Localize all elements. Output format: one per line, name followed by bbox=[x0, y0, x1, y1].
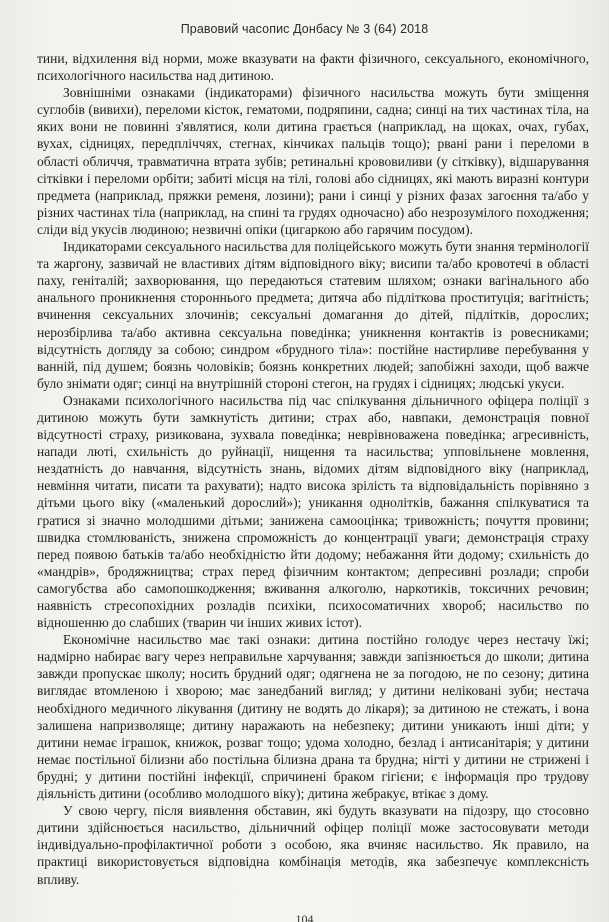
paragraph-physical-violence: Зовнішніми ознаками (індикаторами) фізичного насильства можуть бути зміщення суглобів (вивихи), переломи кісток, гематоми, подряпини, садна; синці на тих частинах тіла, на яких вони не повинні з'являтися, коли дитина грається (наприклад, на щоках, очах, губах, вухах, сідницях, передпліччях, стегнах, кінчиках пальців тощо); рвані рани і переломи в області обличчя, травматична втрата зубів; ретинальні крововиливи (у сітківку), відшарування сітківки і переломи орбіти; забиті місця на тілі, голові або сідницях, які мають виразні контури предмета (наприклад, пряжки ременя, лозини); рани і синці у різних фазах загоєння та/або у різних частинах тіла (наприклад, на спині та грудях одночасно) або незрозумілого походження; сліди від укусів людиною; незвичні опіки (цигаркою або гарячим посудом). bbox=[37, 85, 589, 237]
paragraph-economic-violence: Економічне насильство має такі ознаки: дитина постійно голодує через нестачу їжі; надмірно набирає вагу через неправильне харчування; завжди запізнюється до школи; дитина завжди пропускає школу; носить брудний одяг; одягнена не за погодою, не по сезону; дитина виглядає втомленою і хворою; має занедбаний вигляд; у дитини неліковані зуби; нестача необхідного медичного лікування (дитину не водять до лікаря); за дитиною не стежать, і вона залишена напризволяще; дитину наражають на небезпеку; дитини уникають інші діти; у дитини немає іграшок, книжок, розваг тощо; удома холодно, безлад і антисанітарія; у дитини немає постільної білизни або постільна білизна драна та брудна; нігті у дитини не стрижені і брудні; у дитини постійні інфекції, спричинені браком гігієни; є інформація про трудову діяльність дитини (особливо молодшого віку); дитина жебракує, втікає з дому. bbox=[37, 632, 589, 802]
page-number: 104 bbox=[295, 912, 314, 922]
running-header: Правовий часопис Донбасу № 3 (64) 2018 bbox=[180, 22, 429, 36]
article-body bbox=[37, 50, 589, 888]
paragraph-sexual-violence: Індикаторами сексуального насильства для поліцейського можуть бути знання термінології та жаргону, зазвичай не властивих дітям відповідного віку; висипи та/або кровотечі в області паху, геніталій; захворювання, що передаються статевим шляхом; ознаки вагінального або анального проникнення стороннього предмета; дитяча або підліткова проституція; вагітність; вчинення сексуальних злочинів; сексуальні домагання до дітей, підлітків, дорослих; нерозбірлива та/або активна сексуальна поведінка; уникнення контактів із ровесниками; відсутність догляду за собою; синдром «брудного тіла»: постійне настирливе перебування у ванній, під душем; боязнь чоловіків; боязнь конкретних людей; запобіжні заходи, щоб важче було знімати одяг; синці на внутрішній стороні стегон, на грудях і сідницях; людські укуси. bbox=[37, 239, 589, 391]
paragraph-psychological-violence: Ознаками психологічного насильства під час спілкування дільничного офіцера поліції з дитиною можуть бути замкнутість дитини; страх або, навпаки, демонстрація повної відсутності страху, ризикована, зухвала поведінка; неврівноважена поведінка; агресивність, напади люті, схильність до руйнації, нищення та насильства; упповільнене мовлення, нездатність до навчання, відсутність знань, відомих дітям відповідного віку (наприклад, невміння читати, писати та рахувати); надто висока зрілість та відповідальність порівняно з дітьми цього віку («маленький дорослий»); уникання однолітків, бажання спілкуватися та гратися зі значно молодшими дітьми; занижена самооцінка; тривожність; почуття провини; швидка стомлюваність, знижена спроможність до концентрації уваги; демонстрація страху перед появою батьків та/або необхідністю йти додому; небажання йти додому; схильність до «мандрів», бродяжництва; страх перед фізичним контактом; депресивні розлади; спроби самогубства або самопошкодження; вживання алкоголю, наркотиків, токсичних речовин; наявність стресопохідних розладів психіки, психосоматичних хвороб; насильство по відношенню до слабших (тварин чи інших живих істот). bbox=[37, 392, 589, 631]
paragraph-continued: тини, відхилення від норми, може вказувати на факти фізичного, сексуального, економічного, психологічного насильства над дитиною. bbox=[37, 51, 589, 84]
paragraph-response-methods: У свою чергу, після виявлення обставин, які будуть вказувати на підозру, що стосовно дитини здійснюється насильство, дільничний офіцер поліції може застосовувати методи індивідуально-профілактичної роботи з особою, яка вчиняє насильство. Як правило, на практиці використовується відповідна комбінація методів, яка забезпечує комплексність впливу. bbox=[37, 803, 589, 887]
